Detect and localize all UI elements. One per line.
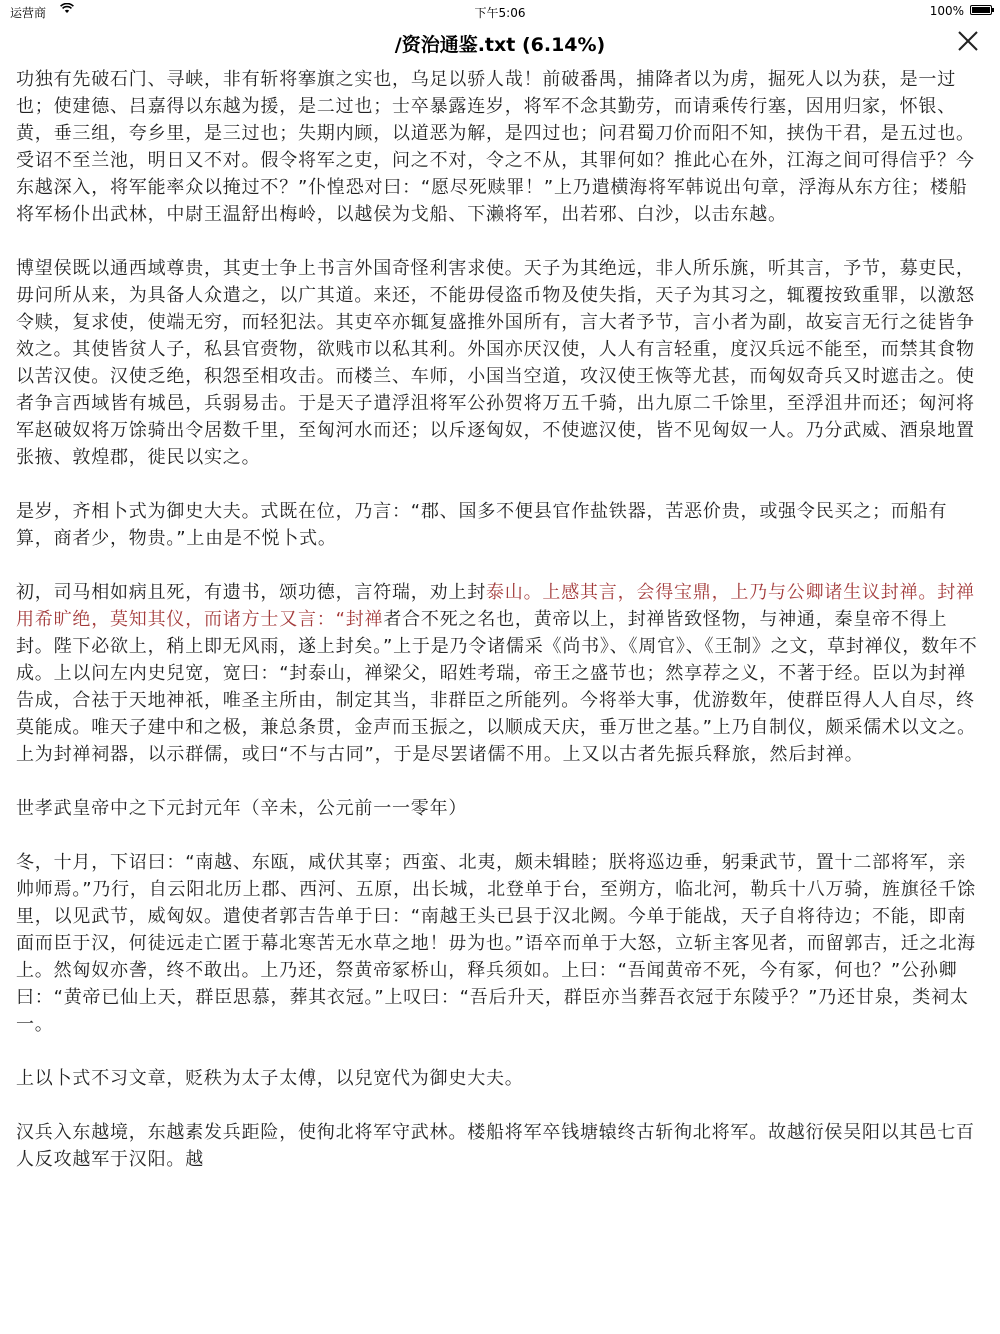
paragraph-text: 初，司马相如病且死，有遗书，颂功德，言符瑞，劝上封 [16,582,486,603]
battery-icon [970,5,992,15]
status-time: 下午5:06 [474,6,526,20]
paragraph [16,579,984,768]
document-title: /资治通鉴.txt (6.14%) [394,34,606,56]
paragraph [16,255,984,471]
paragraph: 汉兵入东越境，东越素发兵距险，使徇北将军守武林。楼船将军卒钱塘辕终古斩徇北将军。故越衍侯吴阳以其邑七百人反攻越军于汉阳。越 [16,1122,975,1170]
paragraph: 冬，十月，下诏曰：“南越、东瓯，咸伏其辜；西蛮、北夷，颇未辑睦；朕将巡边垂，躬秉武节，置十二部将军，亲帅师焉。”乃行，自云阳北历上郡、西河、五原，出长城，北登单于台，至朔方，临北河，勒兵十八万骑，旌旗径千馀里，以见武节，威匈奴。遣使者郭吉告单于曰：“南越王头已县于汉北阙。今单于能战，天子自将待边；不能，即南面而臣于汉，何徒远走亡匿于幕北寒苦无水草之地！毋为也。”语卒而单于大怒，立斩主客见者，而留郭吉，迁之北海上。然匈奴亦詟，终不敢出。上乃还，祭黄帝冢桥山，释兵须如。上曰：“吾闻黄帝不死，今有冢，何也？”公孙卿曰：“黄帝已仙上天，群臣思慕，葬其衣冠。”上叹曰：“吾后升天，群臣亦当葬吾衣冠于东陵乎？”乃还甘泉，类祠太一。 [16,852,976,1035]
chapter-heading: 世孝武皇帝中之下元封元年（辛未，公元前一一零年） [16,798,468,819]
paragraph: 是岁，齐相卜式为御史大夫。式既在位，乃言：“郡、国多不便县官作盐铁器，苦恶价贵，或强令民买之；而船有算，商者少，物贵。”上由是不悦卜式。 [16,501,948,549]
navigation-bar [0,22,1000,62]
paragraph: 功独有先破石门、寻峡，非有斩将搴旗之实也，乌足以骄人哉！前破番禺，捕降者以为虏，掘死人以为获，是一过也；使建德、吕嘉得以东越为援，是二过也；士卒暴露连岁，将军不念其勤劳，而请乘传行塞，因用归家，怀银、黄，垂三组，夸乡里，是三过也；失期内顾，以道恶为解，是四过也；问君蜀刀价而阳不知，挟伪干君，是五过也。受诏不至兰池，明日又不对。假令将军之吏，问之不对，令之不从，其罪何如？推此心在外，江海之间可得信乎？今东越深入，将军能率众以掩过不？”仆惶恐对曰：“愿尽死赎罪！”上乃遣横海将军韩说出句章，浮海从东方往；楼船将军杨仆出武林，中尉王温舒出梅岭，以越侯为戈船、下濑将军，出若邪、白沙，以击东越。 [16,69,975,225]
paragraph-text: 者合不死之名也，黄帝以上，封禅皆致怪物，与神通，秦皇帝不得上封。陛下必欲上，稍上即无风雨，遂上封矣。”上于是乃令诸儒采《尚书》、《周官》、《王制》之文，草封禅仪，数年不成。上以问左内史兒宽，宽曰：“封泰山，禅梁父，昭姓考瑞，帝王之盛节也；然享荐之义，不著于经。臣以为封禅告成，合祛于天地神祇，唯圣主所由，制定其当，非群臣之所能列。今将举大事，优游数年，使群臣得人人自尽，终莫能成。唯天子建中和之极，兼总条贯，金声而玉振之，以顺成天庆，垂万世之基。”上乃自制仪，颇采儒术以文之。上为封禅祠器，以示群儒，或曰“不与古同”，于是尽罢诸儒不用。上又以古者先振兵释旅，然后封禅。 [16,609,978,765]
close-button[interactable] [954,27,982,55]
highlighted-text[interactable]: 泰山。上感其言，会得宝鼎，上乃与公卿诸生议封禅。封禅用希旷绝，莫知其仪，而诸方士又言：“封禅 [16,582,975,630]
close-icon [954,27,982,55]
carrier-label: 运营商 [10,6,47,20]
paragraph: 上以卜式不习文章，贬秩为太子太傅，以兒宽代为御史大夫。 [16,1068,524,1089]
battery-percentage: 100% [929,4,964,18]
reader-content[interactable] [16,66,984,1328]
status-bar [0,0,1000,22]
paragraph-text: 博望侯既以通西域尊贵，其吏士争上书言外国奇怪利害求使。天子为其绝远，非人所乐旐，听其言，予节，募吏民，毋问所从来，为具备人众遣之，以广其道。来还，不能毋侵盗币物及使失指，天子为其习之，辄覆按致重罪，以激怒令赎，复求使，使端无穷，而轻犯法。其吏卒亦辄复盛推外国所有，言大者予节，言小者为副，故妄言无行之徒皆争效之。其使皆贫人子，私县官赍物，欲贱市以私其利。外国亦厌汉使，人人有言轻重，度汉兵远不能至，而禁其食物以苦汉使。汉使乏绝，积怨至相攻击。而楼兰、车师，小国当空道，攻汉使王恢等尤甚，而匈奴奇兵又时遮击之。使者争言西域皆有城邑，兵弱易击。于是天子遣浮沮将军公孙贺将万五千骑，出九原二千馀里，至浮沮井而还；匈河将军赵破奴将万馀骑出令居数千里，至匈河水而还；以斥逐匈奴，不使遮汉使，皆不见匈奴一人。乃分武威、酒泉地置张掖、敦煌郡，徙民以实之。 [16,258,975,468]
